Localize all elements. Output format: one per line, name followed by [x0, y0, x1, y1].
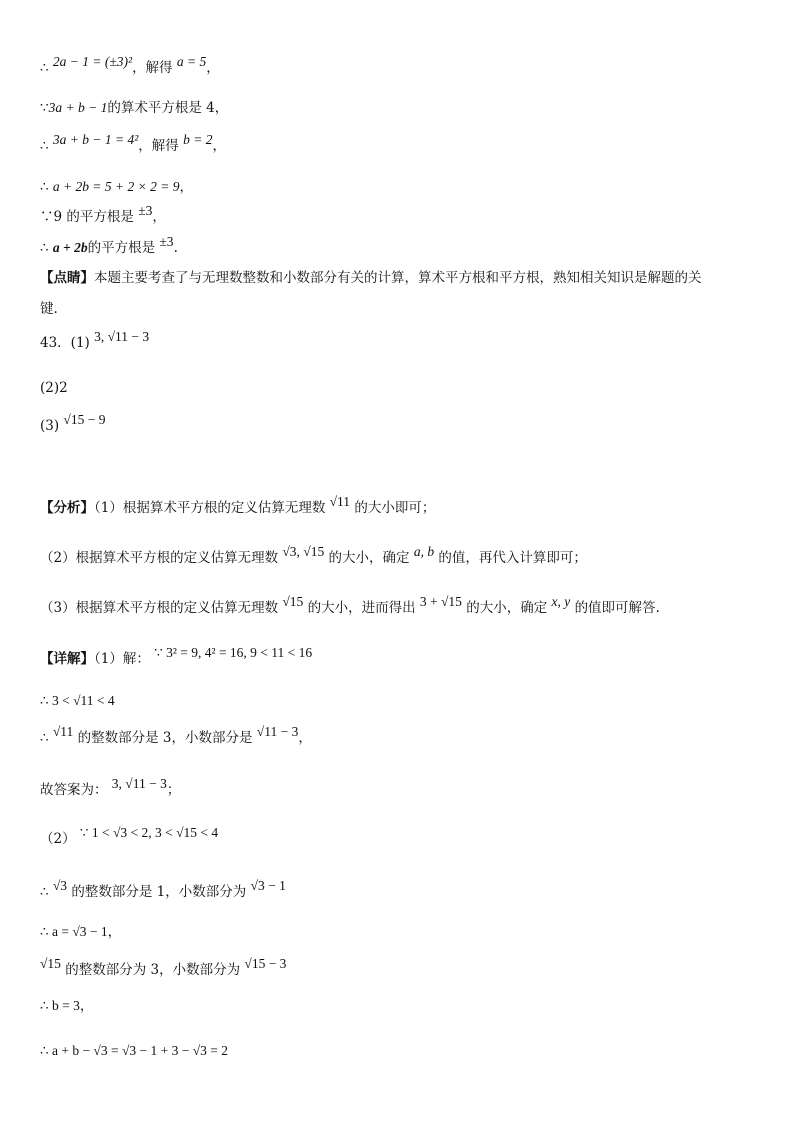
inequality: ∴ 3 < √11 < 4	[40, 693, 115, 708]
analysis-label: 【分析】	[40, 500, 94, 516]
expression: 3a + b − 1	[48, 100, 108, 115]
punctuation: ，	[152, 209, 166, 225]
answer: (2)2	[40, 380, 68, 396]
text: 的大小，确定	[466, 600, 548, 616]
analysis-line-2	[40, 544, 587, 568]
detail-line-9	[40, 996, 93, 1016]
equation: a + 2b = 5 + 2 × 2 = 9	[52, 179, 180, 194]
detail-line-7	[40, 922, 121, 942]
question-number: 43．(1)	[40, 335, 90, 351]
solution-line-6	[40, 234, 178, 258]
radical: √3	[52, 878, 68, 893]
detail-line-3	[40, 724, 312, 748]
text: 的整数部分是 1，小数部分为	[71, 884, 247, 900]
text: 9 的平方根是	[53, 209, 134, 225]
radical: √15	[282, 594, 304, 609]
detail-label: 【详解】	[40, 651, 94, 667]
equation: ∴ a + b − √3 = √3 − 1 + 3 − √3 = 2	[40, 1043, 228, 1058]
expression: √3 − 1	[250, 878, 286, 893]
expression: √15 − 3	[244, 956, 287, 971]
detail-line-1	[40, 645, 313, 669]
radicals: √3, √15	[282, 544, 325, 559]
therefore-symbol: ∴	[40, 884, 49, 900]
expression: √11 − 3	[256, 724, 299, 739]
radical: √15	[40, 956, 61, 971]
answer: 3, √11 − 3	[111, 776, 167, 791]
solution-line-1	[40, 54, 220, 78]
value: ±3	[159, 234, 174, 249]
therefore-symbol: ∴	[40, 179, 49, 195]
therefore-symbol: ∴	[40, 730, 49, 746]
punctuation: ，	[298, 730, 312, 746]
text: 的大小，进而得出	[307, 600, 416, 616]
answer-43-part-3	[40, 412, 106, 436]
analysis-line-1	[40, 494, 436, 518]
text: ，解得	[132, 60, 173, 76]
answer: √15 − 9	[63, 412, 106, 427]
text: 的值即可解答.	[574, 600, 660, 616]
expression: a + 2b	[52, 240, 88, 255]
answer: 3, √11 − 3	[94, 329, 150, 344]
expression: 3 + √15	[419, 594, 462, 609]
solution-line-3	[40, 132, 226, 156]
because-symbol: ∵	[40, 209, 54, 225]
detail-line-8	[40, 956, 287, 980]
comment-label: 【点睛】	[40, 270, 94, 286]
inequality: ∵ 3² = 9, 4² = 16, 9 < 11 < 16	[154, 645, 313, 660]
solution-line-5	[40, 203, 166, 227]
comment-line-continued	[40, 299, 58, 319]
radical: √11	[52, 724, 74, 739]
text: 故答案为：	[40, 782, 108, 798]
detail-line-5	[40, 825, 219, 849]
detail-line-2	[40, 691, 115, 711]
punctuation: ；	[166, 782, 181, 798]
part-number: （2）	[40, 831, 76, 847]
text: ，解得	[138, 138, 179, 154]
comment-text: 本题主要考查了与无理数整数和小数部分有关的计算，算术平方根和平方根，熟知相关知识是解题的关	[94, 270, 702, 286]
text: 的值，再代入计算即可；	[438, 550, 587, 566]
answer-43-part-2	[40, 378, 68, 398]
answer-43-part-1	[40, 329, 150, 353]
therefore-symbol: ∴	[40, 60, 49, 76]
variables: x, y	[551, 594, 571, 609]
therefore-symbol: ∴	[40, 138, 49, 154]
detail-line-4	[40, 776, 181, 800]
because-symbol: ∵	[40, 100, 49, 116]
detail-line-6	[40, 878, 286, 902]
text: 的大小，确定	[328, 550, 410, 566]
part-number: (3)	[40, 418, 60, 434]
radical: √11	[329, 494, 351, 509]
equation: ∴ b = 3	[40, 998, 80, 1013]
solution-line-4	[40, 177, 193, 197]
value: ±3	[138, 203, 153, 218]
analysis-line-3	[40, 594, 660, 618]
text: 的平方根是	[87, 240, 156, 256]
punctuation: ，	[206, 60, 220, 76]
result-b: b = 2	[183, 132, 213, 147]
text: （2）根据算术平方根的定义估算无理数	[40, 550, 279, 566]
text: 的算术平方根是 4，	[107, 100, 229, 116]
punctuation: ，	[107, 924, 122, 940]
solution-line-2	[40, 98, 228, 118]
text: 的大小即可；	[354, 500, 436, 516]
punctuation: ，	[212, 138, 226, 154]
detail-line-10	[40, 1041, 228, 1061]
punctuation: ，	[179, 179, 193, 195]
comment-text: 键.	[40, 301, 58, 317]
text: 的整数部分为 3，小数部分为	[65, 962, 241, 978]
comment-line	[40, 268, 702, 288]
text: （1）解：	[94, 651, 150, 667]
equation: ∴ a = √3 − 1	[40, 924, 108, 939]
variables: a, b	[413, 544, 435, 559]
text: （3）根据算术平方根的定义估算无理数	[40, 600, 279, 616]
text: 的整数部分是 3，小数部分是	[77, 730, 253, 746]
result-a: a = 5	[176, 54, 207, 69]
equation: 2a − 1 = (±3)²	[52, 54, 133, 69]
equation: 3a + b − 1 = 4²	[52, 132, 139, 147]
inequality: ∵ 1 < √3 < 2, 3 < √15 < 4	[79, 825, 219, 840]
punctuation: .	[173, 240, 178, 256]
therefore-symbol: ∴	[40, 240, 49, 256]
punctuation: ，	[79, 998, 94, 1014]
text: （1）根据算术平方根的定义估算无理数	[94, 500, 326, 516]
